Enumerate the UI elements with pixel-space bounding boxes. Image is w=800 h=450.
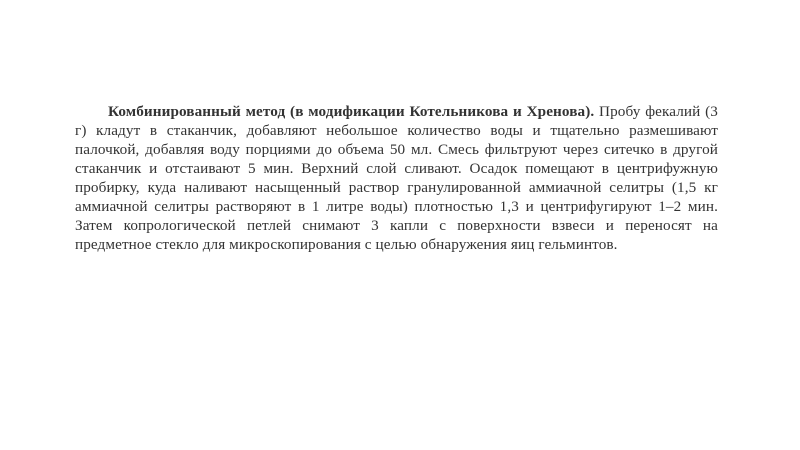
method-heading: Комбинированный метод (в модификации Котельникова и Хренова).: [108, 103, 595, 120]
method-paragraph: [75, 102, 718, 254]
method-description: Пробу фекалий (3 г) кладут в стаканчик, добавляют небольшое количество воды и тщательно размешивают палочкой, добавляя воду порциями до объема 50 мл. Смесь фильтруют через ситечко в другой стаканчик и отстаивают 5 мин. Верхний слой сливают. Осадок помещают в центрифужную пробирку, куда наливают насыщенный раствор гранулированной аммиачной селитры (1,5 кг аммиачной селитры растворяют в 1 литре воды) плотностью 1,3 и центрифугируют 1–2 мин. Затем копрологической петлей снимают 3 капли с поверхности взвеси и переносят на предметное стекло для микроскопирования с целью обнаружения яиц гельминтов.: [75, 103, 718, 253]
